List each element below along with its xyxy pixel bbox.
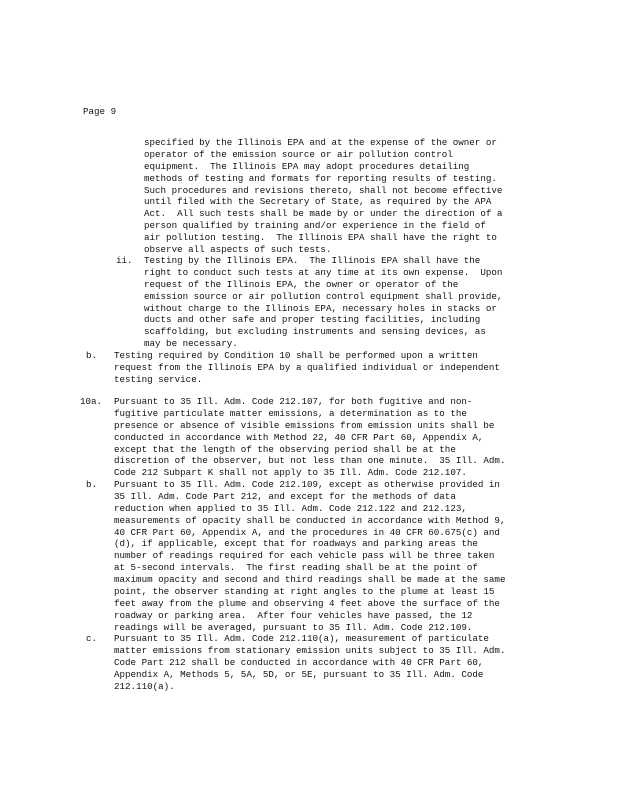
text-line: specified by the Illinois EPA and at the expense of the owner or [144, 137, 497, 148]
text-line: person qualified by training and/or experience in the field of [144, 220, 486, 232]
text-line: Act. All such tests shall be made by or under the direction of a [144, 208, 503, 220]
paragraph-10b [114, 479, 505, 634]
text-line: Code 212 Subpart K shall not apply to 35 Ill. Adm. Code 212.107. [114, 467, 467, 479]
page-number: Page 9 [83, 106, 117, 117]
text-line: emission source or air pollution control equipment shall provide, [144, 290, 503, 302]
text-line: roadway or parking area. After four vehicles have passed, the 12 [114, 609, 473, 621]
text-line: Testing required by Condition 10 shall be performed upon a written [114, 350, 478, 361]
text-line: ducts and other safe and proper testing facilities, including [144, 314, 481, 326]
text-line: right to conduct such tests at any time at its own expense. Upon [144, 266, 503, 278]
text-line: feet away from the plume and observing 4 feet above the surface of the [114, 597, 500, 609]
text-line: fugitive particulate matter emissions, a determination as to the [114, 407, 467, 419]
item-label: c. [86, 633, 98, 644]
text-line: methods of testing and formats for reporting results of testing. [144, 172, 497, 184]
item-label: b. [86, 350, 98, 361]
paragraph-10c [114, 633, 505, 692]
text-line: presence or absence of visible emissions from emission units shall be [114, 419, 495, 431]
text-line: request of the Illinois EPA, the owner or operator of the [144, 278, 459, 290]
text-line: Pursuant to 35 Ill. Adm. Code 212.107, for both fugitive and non- [114, 396, 473, 407]
paragraph-10a [114, 396, 505, 479]
text-line: number of readings required for each vehicle pass will be three taken [114, 550, 495, 562]
text-line: except that the length of the observing period shall be at the [114, 443, 456, 455]
text-line: matter emissions from stationary emission units subject to 35 Ill. Adm. [114, 644, 506, 656]
text-line: reduction when applied to 35 Ill. Adm. Code 212.122 and 212.123, [114, 502, 467, 514]
text-line: point, the observer standing at right angles to the plume at least 15 [114, 586, 495, 598]
text-line: air pollution testing. The Illinois EPA shall have the right to [144, 232, 497, 244]
text-line: Pursuant to 35 Ill. Adm. Code 212.109, except as otherwise provided in [114, 479, 500, 490]
text-line: Code Part 212 shall be conducted in accordance with 40 CFR Part 60, [114, 656, 484, 668]
text-line: at 5-second intervals. The first reading shall be at the point of [114, 562, 478, 574]
text-line: Testing by the Illinois EPA. The Illinois EPA shall have the [144, 255, 481, 266]
text-line: Appendix A, Methods 5, 5A, 5D, or 5E, pursuant to 35 Ill. Adm. Code [114, 668, 484, 680]
text-line: observe all aspects of such tests. [144, 244, 332, 256]
text-line: (d), if applicable, except that for roadways and parking areas the [114, 538, 478, 550]
paragraph-b [114, 350, 500, 386]
item-label: 10a. [80, 396, 103, 407]
text-line: may be necessary. [144, 338, 238, 350]
paragraph-cont [144, 137, 502, 256]
text-line: 40 CFR Part 60, Appendix A, and the procedures in 40 CFR 60.675(c) and [114, 526, 500, 538]
paragraph-ii [144, 255, 502, 350]
text-line: discretion of the observer, but not less than one minute. 35 Ill. Adm. [114, 455, 506, 467]
text-line: measurements of opacity shall be conducted in accordance with Method 9, [114, 514, 506, 526]
text-line: equipment. The Illinois EPA may adopt procedures detailing [144, 160, 470, 172]
text-line: testing service. [114, 373, 203, 385]
text-line: maximum opacity and second and third readings shall be made at the same [114, 574, 506, 586]
text-line: 212.110(a). [114, 680, 175, 692]
text-line: readings will be averaged, pursuant to 35 Ill. Adm. Code 212.109. [114, 621, 473, 633]
text-line: operator of the emission source or air pollution control [144, 148, 453, 160]
item-label: b. [86, 479, 98, 490]
text-line: request from the Illinois EPA by a qualified individual or independent [114, 361, 500, 373]
text-line: scaffolding, but excluding instruments and sensing devices, as [144, 326, 486, 338]
text-line: 35 Ill. Adm. Code Part 212, and except for the methods of data [114, 490, 456, 502]
text-line: conducted in accordance with Method 22, 40 CFR Part 60, Appendix A, [114, 431, 484, 443]
text-line: until filed with the Secretary of State, as required by the APA [144, 196, 492, 208]
text-line: without charge to the Illinois EPA, necessary holes in stacks or [144, 302, 497, 314]
text-line: Such procedures and revisions thereto, shall not become effective [144, 184, 503, 196]
item-label: ii. [116, 255, 133, 266]
text-line: Pursuant to 35 Ill. Adm. Code 212.110(a), measurement of particulate [114, 633, 489, 644]
